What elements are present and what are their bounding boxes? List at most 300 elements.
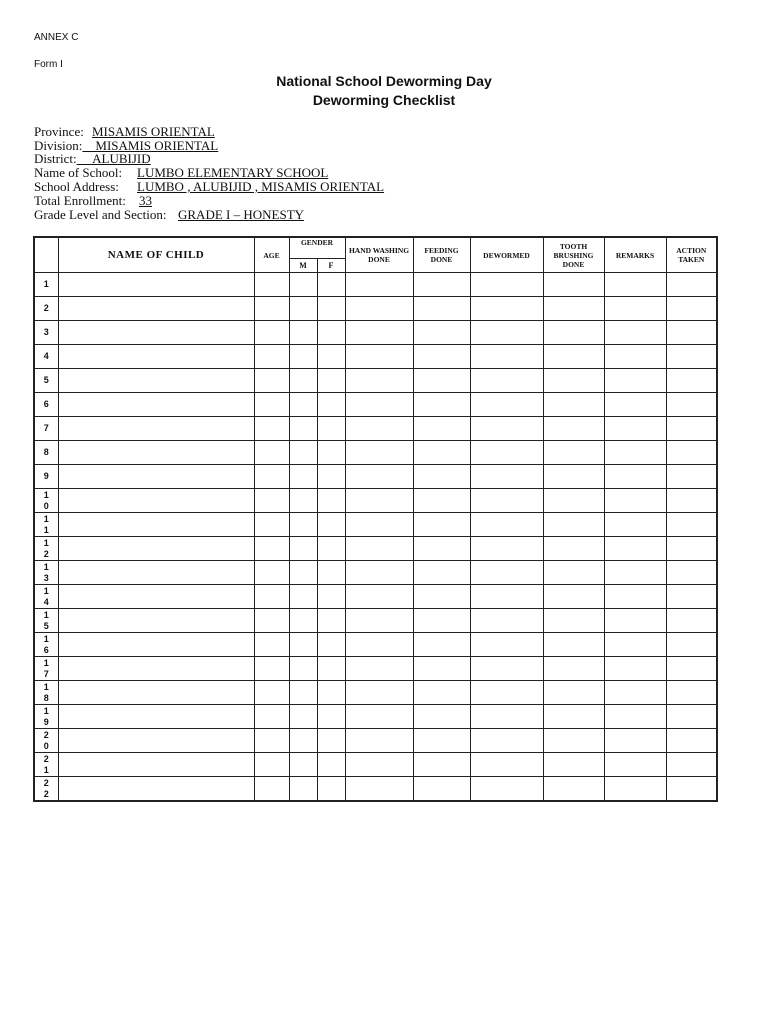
hand-washing-cell[interactable]: [345, 633, 413, 657]
tooth-brushing-cell[interactable]: [543, 297, 604, 321]
form-label: Form I: [34, 59, 63, 70]
address-line: [34, 180, 384, 194]
age-cell[interactable]: [254, 417, 289, 441]
age-cell[interactable]: [254, 633, 289, 657]
row-number: 1 3: [34, 561, 58, 585]
table-row: [34, 513, 717, 537]
tooth-brushing-cell[interactable]: [543, 513, 604, 537]
feeding-cell[interactable]: [413, 321, 470, 345]
age-cell[interactable]: [254, 273, 289, 297]
tooth-brushing-cell[interactable]: [543, 537, 604, 561]
male-cell[interactable]: [289, 465, 317, 489]
feeding-cell[interactable]: [413, 537, 470, 561]
tooth-brushing-cell[interactable]: [543, 345, 604, 369]
tooth-brushing-cell[interactable]: [543, 369, 604, 393]
hand-washing-cell[interactable]: [345, 297, 413, 321]
feeding-cell[interactable]: [413, 489, 470, 513]
dewormed-cell[interactable]: [470, 705, 543, 729]
remarks-cell[interactable]: [604, 369, 666, 393]
row-number: 4: [34, 345, 58, 369]
row-number: 1 5: [34, 609, 58, 633]
name-cell[interactable]: [58, 369, 254, 393]
action-taken-cell[interactable]: [666, 297, 717, 321]
tooth-brushing-header: TOOTH BRUSHING DONE: [543, 237, 604, 273]
remarks-cell[interactable]: [604, 561, 666, 585]
hand-washing-cell[interactable]: [345, 369, 413, 393]
female-cell[interactable]: [317, 609, 345, 633]
hand-washing-cell[interactable]: [345, 489, 413, 513]
action-taken-cell[interactable]: [666, 465, 717, 489]
age-cell[interactable]: [254, 729, 289, 753]
female-cell[interactable]: [317, 465, 345, 489]
hand-washing-cell[interactable]: [345, 705, 413, 729]
age-cell[interactable]: [254, 345, 289, 369]
male-cell[interactable]: [289, 657, 317, 681]
action-taken-cell[interactable]: [666, 513, 717, 537]
address-label: School Address:: [34, 179, 119, 194]
female-cell[interactable]: [317, 393, 345, 417]
action-taken-header: ACTION TAKEN: [666, 237, 717, 273]
female-cell[interactable]: [317, 489, 345, 513]
division-label: Division:: [34, 138, 83, 153]
gender-male-header: M: [289, 259, 317, 273]
dewormed-cell[interactable]: [470, 753, 543, 777]
age-cell[interactable]: [254, 369, 289, 393]
table-row: [34, 681, 717, 705]
grade-line: [34, 208, 304, 222]
remarks-cell[interactable]: [604, 489, 666, 513]
row-number: 7: [34, 417, 58, 441]
row-number: 1 0: [34, 489, 58, 513]
dewormed-cell[interactable]: [470, 297, 543, 321]
remarks-cell[interactable]: [604, 609, 666, 633]
female-cell[interactable]: [317, 513, 345, 537]
hand-washing-cell[interactable]: [345, 465, 413, 489]
female-cell[interactable]: [317, 321, 345, 345]
remarks-cell[interactable]: [604, 465, 666, 489]
name-cell[interactable]: [58, 609, 254, 633]
table-row: [34, 705, 717, 729]
hand-washing-cell[interactable]: [345, 537, 413, 561]
dewormed-cell[interactable]: [470, 777, 543, 802]
feeding-cell[interactable]: [413, 273, 470, 297]
hand-washing-cell[interactable]: [345, 657, 413, 681]
hand-washing-header: HAND WASHING DONE: [345, 237, 413, 273]
province-value: MISAMIS ORIENTAL: [92, 124, 215, 139]
dewormed-cell[interactable]: [470, 513, 543, 537]
checklist-rows: [34, 273, 717, 802]
dewormed-cell[interactable]: [470, 345, 543, 369]
name-cell[interactable]: [58, 465, 254, 489]
table-row: [34, 393, 717, 417]
remarks-cell[interactable]: [604, 537, 666, 561]
feeding-cell[interactable]: [413, 729, 470, 753]
male-cell[interactable]: [289, 321, 317, 345]
tooth-brushing-cell[interactable]: [543, 465, 604, 489]
dewormed-cell[interactable]: [470, 609, 543, 633]
hand-washing-cell[interactable]: [345, 777, 413, 802]
male-cell[interactable]: [289, 393, 317, 417]
name-cell[interactable]: [58, 657, 254, 681]
school-line: [34, 166, 328, 180]
name-cell[interactable]: [58, 489, 254, 513]
tooth-brushing-cell[interactable]: [543, 321, 604, 345]
name-cell[interactable]: [58, 297, 254, 321]
dewormed-cell[interactable]: [470, 681, 543, 705]
dewormed-cell[interactable]: [470, 657, 543, 681]
action-taken-cell[interactable]: [666, 585, 717, 609]
name-cell[interactable]: [58, 681, 254, 705]
annex-label: ANNEX C: [34, 32, 79, 43]
table-row: [34, 633, 717, 657]
age-cell[interactable]: [254, 585, 289, 609]
name-cell[interactable]: [58, 705, 254, 729]
age-cell[interactable]: [254, 489, 289, 513]
female-cell[interactable]: [317, 297, 345, 321]
feeding-cell[interactable]: [413, 465, 470, 489]
remarks-cell[interactable]: [604, 441, 666, 465]
dewormed-cell[interactable]: [470, 369, 543, 393]
female-cell[interactable]: [317, 417, 345, 441]
row-number: 5: [34, 369, 58, 393]
male-cell[interactable]: [289, 441, 317, 465]
action-taken-cell[interactable]: [666, 345, 717, 369]
province-line: [34, 125, 215, 139]
age-cell[interactable]: [254, 657, 289, 681]
dewormed-cell[interactable]: [470, 489, 543, 513]
remarks-cell[interactable]: [604, 345, 666, 369]
age-cell[interactable]: [254, 681, 289, 705]
enrollment-value: 33: [139, 193, 152, 208]
document-title: National School Deworming Day: [276, 73, 492, 89]
tooth-brushing-cell[interactable]: [543, 777, 604, 802]
feeding-cell[interactable]: [413, 441, 470, 465]
feeding-cell[interactable]: [413, 777, 470, 802]
table-row: [34, 297, 717, 321]
tooth-brushing-cell[interactable]: [543, 657, 604, 681]
hand-washing-cell[interactable]: [345, 417, 413, 441]
name-cell[interactable]: [58, 561, 254, 585]
row-number: 1 2: [34, 537, 58, 561]
age-cell[interactable]: [254, 753, 289, 777]
table-row: [34, 753, 717, 777]
dewormed-cell[interactable]: [470, 537, 543, 561]
hand-washing-cell[interactable]: [345, 585, 413, 609]
hand-washing-cell[interactable]: [345, 273, 413, 297]
row-number: 2 2: [34, 777, 58, 802]
province-label: Province:: [34, 124, 84, 139]
action-taken-cell[interactable]: [666, 657, 717, 681]
male-cell[interactable]: [289, 777, 317, 802]
table-row: [34, 417, 717, 441]
female-cell[interactable]: [317, 561, 345, 585]
female-cell[interactable]: [317, 633, 345, 657]
gender-header: GENDER: [289, 237, 345, 259]
name-cell[interactable]: [58, 273, 254, 297]
dewormed-cell[interactable]: [470, 465, 543, 489]
row-number: 9: [34, 465, 58, 489]
table-row: [34, 369, 717, 393]
feeding-cell[interactable]: [413, 417, 470, 441]
feeding-cell[interactable]: [413, 297, 470, 321]
dewormed-cell[interactable]: [470, 393, 543, 417]
name-cell[interactable]: [58, 513, 254, 537]
tooth-brushing-cell[interactable]: [543, 441, 604, 465]
dewormed-cell[interactable]: [470, 417, 543, 441]
female-cell[interactable]: [317, 369, 345, 393]
male-cell[interactable]: [289, 273, 317, 297]
remarks-cell[interactable]: [604, 753, 666, 777]
male-cell[interactable]: [289, 633, 317, 657]
age-cell[interactable]: [254, 705, 289, 729]
dewormed-cell[interactable]: [470, 321, 543, 345]
table-row: [34, 345, 717, 369]
male-cell[interactable]: [289, 705, 317, 729]
female-cell[interactable]: [317, 681, 345, 705]
feeding-header: FEEDING DONE: [413, 237, 470, 273]
remarks-cell[interactable]: [604, 729, 666, 753]
age-cell[interactable]: [254, 297, 289, 321]
hand-washing-cell[interactable]: [345, 513, 413, 537]
deworming-checklist-table: [33, 236, 718, 802]
table-row: [34, 729, 717, 753]
female-cell[interactable]: [317, 729, 345, 753]
hand-washing-cell[interactable]: [345, 609, 413, 633]
age-cell[interactable]: [254, 465, 289, 489]
female-cell[interactable]: [317, 657, 345, 681]
address-value: LUMBO , ALUBIJID , MISAMIS ORIENTAL: [137, 179, 385, 194]
table-row: [34, 441, 717, 465]
tooth-brushing-cell[interactable]: [543, 633, 604, 657]
male-cell[interactable]: [289, 345, 317, 369]
action-taken-cell[interactable]: [666, 417, 717, 441]
dewormed-cell[interactable]: [470, 441, 543, 465]
feeding-cell[interactable]: [413, 561, 470, 585]
table-row: [34, 657, 717, 681]
table-row: [34, 273, 717, 297]
action-taken-cell[interactable]: [666, 393, 717, 417]
feeding-cell[interactable]: [413, 513, 470, 537]
hand-washing-cell[interactable]: [345, 681, 413, 705]
row-number: 1 1: [34, 513, 58, 537]
male-cell[interactable]: [289, 681, 317, 705]
hand-washing-cell[interactable]: [345, 753, 413, 777]
feeding-cell[interactable]: [413, 393, 470, 417]
hand-washing-cell[interactable]: [345, 729, 413, 753]
division-value: MISAMIS ORIENTAL: [82, 138, 219, 153]
feeding-cell[interactable]: [413, 345, 470, 369]
dewormed-header: DEWORMED: [470, 237, 543, 273]
hand-washing-cell[interactable]: [345, 393, 413, 417]
document-subtitle: Deworming Checklist: [312, 92, 456, 108]
male-cell[interactable]: [289, 537, 317, 561]
row-number: 2 1: [34, 753, 58, 777]
row-number: 1 9: [34, 705, 58, 729]
feeding-cell[interactable]: [413, 609, 470, 633]
age-cell[interactable]: [254, 513, 289, 537]
tooth-brushing-cell[interactable]: [543, 393, 604, 417]
action-taken-cell[interactable]: [666, 729, 717, 753]
remarks-cell[interactable]: [604, 777, 666, 802]
row-number: 1 8: [34, 681, 58, 705]
name-cell[interactable]: [58, 633, 254, 657]
table-row: [34, 321, 717, 345]
tooth-brushing-cell[interactable]: [543, 609, 604, 633]
district-value: ALUBIJID: [76, 151, 151, 166]
number-header: [34, 237, 58, 273]
enrollment-line: [34, 194, 152, 208]
remarks-cell[interactable]: [604, 585, 666, 609]
action-taken-cell[interactable]: [666, 633, 717, 657]
female-cell[interactable]: [317, 345, 345, 369]
remarks-cell[interactable]: [604, 513, 666, 537]
row-number: 1 7: [34, 657, 58, 681]
female-cell[interactable]: [317, 705, 345, 729]
remarks-cell[interactable]: [604, 321, 666, 345]
male-cell[interactable]: [289, 729, 317, 753]
row-number: 2 0: [34, 729, 58, 753]
dewormed-cell[interactable]: [470, 273, 543, 297]
remarks-header: REMARKS: [604, 237, 666, 273]
row-number: 1 6: [34, 633, 58, 657]
feeding-cell[interactable]: [413, 753, 470, 777]
action-taken-cell[interactable]: [666, 681, 717, 705]
row-number: 1: [34, 273, 58, 297]
tooth-brushing-cell[interactable]: [543, 489, 604, 513]
male-cell[interactable]: [289, 585, 317, 609]
remarks-cell[interactable]: [604, 657, 666, 681]
action-taken-cell[interactable]: [666, 537, 717, 561]
male-cell[interactable]: [289, 297, 317, 321]
female-cell[interactable]: [317, 585, 345, 609]
school-label: Name of School:: [34, 165, 123, 180]
feeding-cell[interactable]: [413, 369, 470, 393]
action-taken-cell[interactable]: [666, 369, 717, 393]
age-cell[interactable]: [254, 393, 289, 417]
female-cell[interactable]: [317, 441, 345, 465]
action-taken-cell[interactable]: [666, 777, 717, 802]
name-of-child-header: NAME OF CHILD: [58, 237, 254, 273]
hand-washing-cell[interactable]: [345, 441, 413, 465]
action-taken-cell[interactable]: [666, 561, 717, 585]
feeding-cell[interactable]: [413, 633, 470, 657]
male-cell[interactable]: [289, 513, 317, 537]
action-taken-cell[interactable]: [666, 441, 717, 465]
action-taken-cell[interactable]: [666, 489, 717, 513]
age-cell[interactable]: [254, 777, 289, 802]
remarks-cell[interactable]: [604, 633, 666, 657]
male-cell[interactable]: [289, 609, 317, 633]
gender-female-header: F: [317, 259, 345, 273]
female-cell[interactable]: [317, 777, 345, 802]
row-number: 3: [34, 321, 58, 345]
feeding-cell[interactable]: [413, 681, 470, 705]
age-cell[interactable]: [254, 441, 289, 465]
male-cell[interactable]: [289, 369, 317, 393]
action-taken-cell[interactable]: [666, 609, 717, 633]
dewormed-cell[interactable]: [470, 729, 543, 753]
name-cell[interactable]: [58, 753, 254, 777]
age-cell[interactable]: [254, 561, 289, 585]
feeding-cell[interactable]: [413, 657, 470, 681]
feeding-cell[interactable]: [413, 705, 470, 729]
table-row: [34, 465, 717, 489]
district-label: District:: [34, 151, 77, 166]
tooth-brushing-cell[interactable]: [543, 681, 604, 705]
table-row: [34, 609, 717, 633]
male-cell[interactable]: [289, 489, 317, 513]
grade-value: GRADE I – HONESTY: [178, 207, 305, 222]
female-cell[interactable]: [317, 537, 345, 561]
female-cell[interactable]: [317, 753, 345, 777]
male-cell[interactable]: [289, 753, 317, 777]
name-cell[interactable]: [58, 537, 254, 561]
name-cell[interactable]: [58, 393, 254, 417]
remarks-cell[interactable]: [604, 297, 666, 321]
name-cell[interactable]: [58, 417, 254, 441]
row-number: 8: [34, 441, 58, 465]
row-number: 2: [34, 297, 58, 321]
feeding-cell[interactable]: [413, 585, 470, 609]
district-line: [34, 152, 151, 166]
tooth-brushing-cell[interactable]: [543, 561, 604, 585]
remarks-cell[interactable]: [604, 273, 666, 297]
age-cell[interactable]: [254, 537, 289, 561]
male-cell[interactable]: [289, 561, 317, 585]
row-number: 6: [34, 393, 58, 417]
remarks-cell[interactable]: [604, 705, 666, 729]
hand-washing-cell[interactable]: [345, 321, 413, 345]
tooth-brushing-cell[interactable]: [543, 753, 604, 777]
female-cell[interactable]: [317, 273, 345, 297]
name-cell[interactable]: [58, 345, 254, 369]
male-cell[interactable]: [289, 417, 317, 441]
remarks-cell[interactable]: [604, 417, 666, 441]
tooth-brushing-cell[interactable]: [543, 729, 604, 753]
row-number: 1 4: [34, 585, 58, 609]
remarks-cell[interactable]: [604, 681, 666, 705]
school-value: LUMBO ELEMENTARY SCHOOL: [137, 165, 329, 180]
tooth-brushing-cell[interactable]: [543, 273, 604, 297]
dewormed-cell[interactable]: [470, 561, 543, 585]
tooth-brushing-cell[interactable]: [543, 585, 604, 609]
age-cell[interactable]: [254, 321, 289, 345]
grade-label: Grade Level and Section:: [34, 207, 167, 222]
table-row: [34, 561, 717, 585]
dewormed-cell[interactable]: [470, 585, 543, 609]
action-taken-cell[interactable]: [666, 705, 717, 729]
table-row: [34, 489, 717, 513]
tooth-brushing-cell[interactable]: [543, 705, 604, 729]
name-cell[interactable]: [58, 777, 254, 802]
hand-washing-cell[interactable]: [345, 561, 413, 585]
table-row: [34, 585, 717, 609]
table-row: [34, 777, 717, 802]
table-row: [34, 537, 717, 561]
hand-washing-cell[interactable]: [345, 345, 413, 369]
dewormed-cell[interactable]: [470, 633, 543, 657]
action-taken-cell[interactable]: [666, 273, 717, 297]
name-cell[interactable]: [58, 441, 254, 465]
name-cell[interactable]: [58, 729, 254, 753]
action-taken-cell[interactable]: [666, 321, 717, 345]
tooth-brushing-cell[interactable]: [543, 417, 604, 441]
remarks-cell[interactable]: [604, 393, 666, 417]
age-cell[interactable]: [254, 609, 289, 633]
name-cell[interactable]: [58, 585, 254, 609]
name-cell[interactable]: [58, 321, 254, 345]
action-taken-cell[interactable]: [666, 753, 717, 777]
